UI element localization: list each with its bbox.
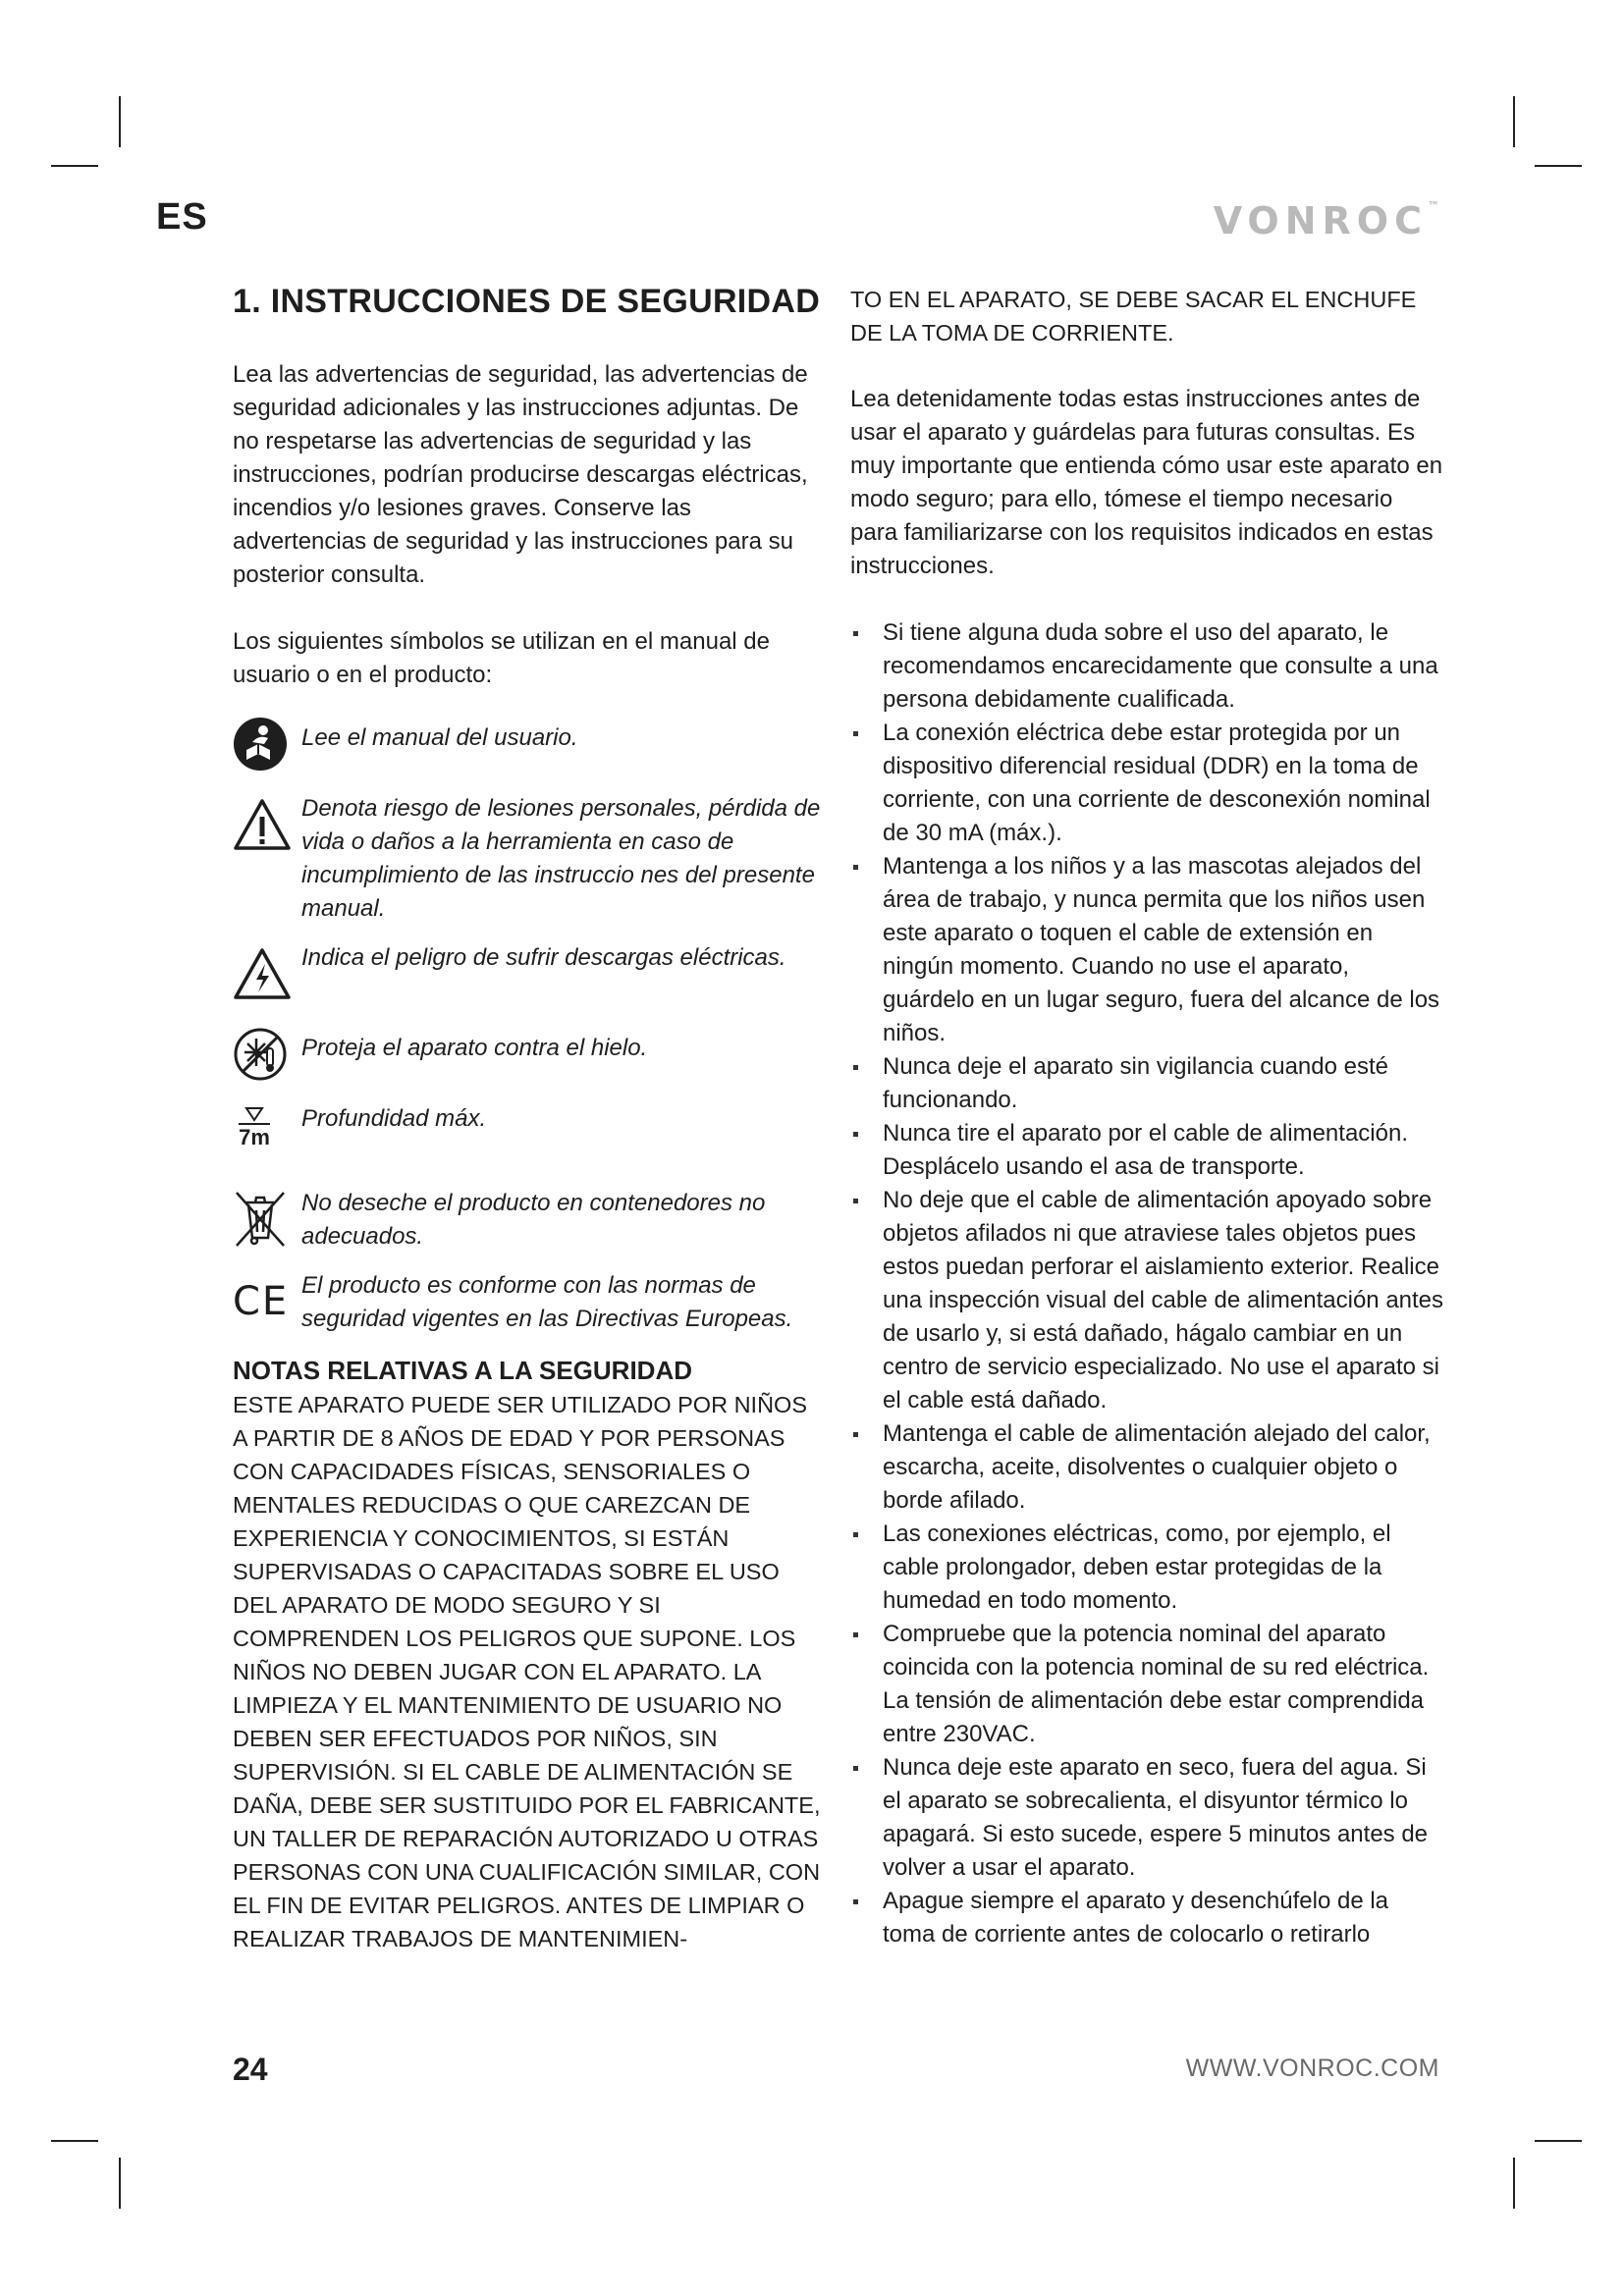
symbol-text: Profundidad máx. <box>301 1105 487 1132</box>
symbol-text: Denota riesgo de lesiones personales, pérdida de vida o daños a la herramienta en caso de incumplimiento de las instruccio nes del presente manual. <box>301 795 821 922</box>
list-item: Las conexiones eléctricas, como, por ejemplo, el cable prolongador, deben estar protegidas de la humedad en todo momento. <box>850 1518 1444 1618</box>
crop-mark <box>1513 2158 1515 2209</box>
symbol-row <box>233 1102 822 1171</box>
crop-mark <box>51 165 98 167</box>
list-item: Si tiene alguna duda sobre el uso del aparato, le recomendamos encarecidamente que consulte a una persona debidamente cualificada. <box>850 616 1444 717</box>
list-item: Mantenga el cable de alimentación alejado del calor, escarcha, aceite, disolventes o cualquier objeto o borde afilado. <box>850 1417 1444 1518</box>
list-item: Nunca deje el aparato sin vigilancia cuando esté funcionando. <box>850 1050 1444 1117</box>
notes-caps-continued: TO EN EL APARATO, SE DEBE SACAR EL ENCHUFE DE LA TOMA DE CORRIENTE. <box>850 287 1417 346</box>
electric-shock-icon <box>233 941 301 1006</box>
manual-icon <box>233 712 301 776</box>
brand-logo: VONROC™ <box>1213 199 1439 242</box>
symbol-text: Indica el peligro de sufrir descargas eléctricas. <box>301 944 786 971</box>
section-title: 1. INSTRUCCIONES DE SEGURIDAD <box>233 283 821 320</box>
symbols-intro: Los siguientes símbolos se utilizan en el manual de usuario o en el producto: <box>233 628 770 688</box>
crop-mark <box>51 2140 98 2142</box>
list-item: Apague siempre el aparato y desenchúfelo de la toma de corriente antes de colocarlo o retirarlo <box>850 1885 1444 1951</box>
warning-icon <box>233 792 301 857</box>
max-depth-icon <box>233 1102 301 1171</box>
crop-mark <box>119 2158 121 2209</box>
list-item: Compruebe que la potencia nominal del aparato coincida con la potencia nominal de su red eléctrica. La tensión de alimentación debe estar comprendida entre 230VAC. <box>850 1618 1444 1751</box>
symbol-text: Proteja el aparato contra el hielo. <box>301 1035 648 1061</box>
symbol-text: El producto es conforme con las normas de seguridad vigentes en las Directivas Europeas. <box>301 1272 793 1332</box>
list-item: No deje que el cable de alimentación apoyado sobre objetos afilados ni que atraviese tales objetos pues estos puedan perforar el aislamiento exterior. Realice una inspección visual del cable de alimentación antes de usarlo y, si está dañado, hágalo cambiar en un centro de servicio especializado. No use el aparato si el cable está dañado. <box>850 1184 1444 1417</box>
notes-caps-text: ESTE APARATO PUEDE SER UTILIZADO POR NIÑOS A PARTIR DE 8 AÑOS DE EDAD Y POR PERSONAS CON CAPACIDADES FÍSICAS, SENSORIALES O MENTALES REDUCIDAS O QUE CAREZCAN DE EXPERIENCIA Y CONOCIMIENTOS, SI ESTÁN SUPERVISADAS O CAPACITADAS SOBRE EL USO DEL APARATO DE MODO SEGURO Y SI COMPRENDEN LOS PELIGROS QUE SUPONE. LOS NIÑOS NO DEBEN JUGAR CON EL APARATO. LA LIMPIEZA Y EL MANTENIMIENTO DE USUARIO NO DEBEN SER EFECTUADOS POR NIÑOS, SIN SUPERVISIÓN. SI EL CABLE DE ALIMENTACIÓN SE DAÑA, DEBE SER SUSTITUIDO POR EL FABRICANTE, UN TALLER DE REPARACIÓN AUTORIZADO U OTRAS PERSONAS CON UNA CUALIFICACIÓN SIMILAR, CON EL FIN DE EVITAR PELIGROS. ANTES DE LIMPIAR O REALIZAR TRABAJOS DE MANTENIMIEN- <box>233 1392 821 1951</box>
right-column <box>850 283 1444 1951</box>
crop-mark <box>119 96 121 147</box>
ce-mark-label: CE <box>233 1279 290 1324</box>
symbol-row <box>233 1187 822 1254</box>
list-item: Nunca deje este aparato en seco, fuera del agua. Si el aparato se sobrecalienta, el disyuntor térmico lo apagará. Si esto sucede, espere 5 minutos antes de volver a usar el aparato. <box>850 1751 1444 1885</box>
ce-mark-icon <box>233 1269 301 1334</box>
footer-url: WWW.VONROC.COM <box>1185 2055 1439 2082</box>
symbol-row <box>233 1269 822 1336</box>
intro-paragraph: Lea las advertencias de seguridad, las advertencias de seguridad adicionales y las instrucciones adjuntas. De no respetarse las advertencias de seguridad y las instrucciones, podrían producirse descargas eléctricas, incendios y/o lesiones graves. Conserve las advertencias de seguridad y las instrucciones para su posterior consulta. <box>233 361 808 588</box>
symbol-row <box>233 712 822 776</box>
symbol-row <box>233 941 822 1006</box>
page-number: 24 <box>233 2052 268 2087</box>
symbol-text: Lee el manual del usuario. <box>301 724 578 751</box>
list-item: La conexión eléctrica debe estar protegida por un dispositivo diferencial residual (DDR) en la toma de corriente, con una corriente de desconexión nominal de 30 mA (máx.). <box>850 717 1444 850</box>
frost-protection-icon <box>233 1022 301 1087</box>
safety-list <box>850 616 1444 1951</box>
read-carefully-paragraph: Lea detenidamente todas estas instrucciones antes de usar el aparato y guárdelas para futuras consultas. Es muy importante que entienda cómo usar este aparato en modo seguro; para ello, tómese el tiempo necesario para familiarizarse con los requisitos indicados en estas instrucciones. <box>850 386 1443 579</box>
crop-mark <box>1535 165 1582 167</box>
list-item: Nunca tire el aparato por el cable de alimentación. Desplácelo usando el asa de transporte. <box>850 1117 1444 1184</box>
left-column <box>233 283 822 1955</box>
list-item: Mantenga a los niños y a las mascotas alejados del área de trabajo, y nunca permita que los niños usen este aparato o toquen el cable de extensión en ningún momento. Cuando no use el aparato, guárdelo en un lugar seguro, fuera del alcance de los niños. <box>850 850 1444 1050</box>
symbol-text: No deseche el producto en contenedores no adecuados. <box>301 1190 766 1250</box>
depth-label: 7m <box>239 1125 270 1149</box>
symbol-row <box>233 1022 822 1087</box>
weee-bin-icon <box>233 1187 301 1252</box>
notes-heading: NOTAS RELATIVAS A LA SEGURIDAD <box>233 1356 692 1385</box>
crop-mark <box>1535 2140 1582 2142</box>
symbol-row <box>233 792 822 926</box>
crop-mark <box>1513 96 1515 147</box>
language-code: ES <box>156 196 208 238</box>
